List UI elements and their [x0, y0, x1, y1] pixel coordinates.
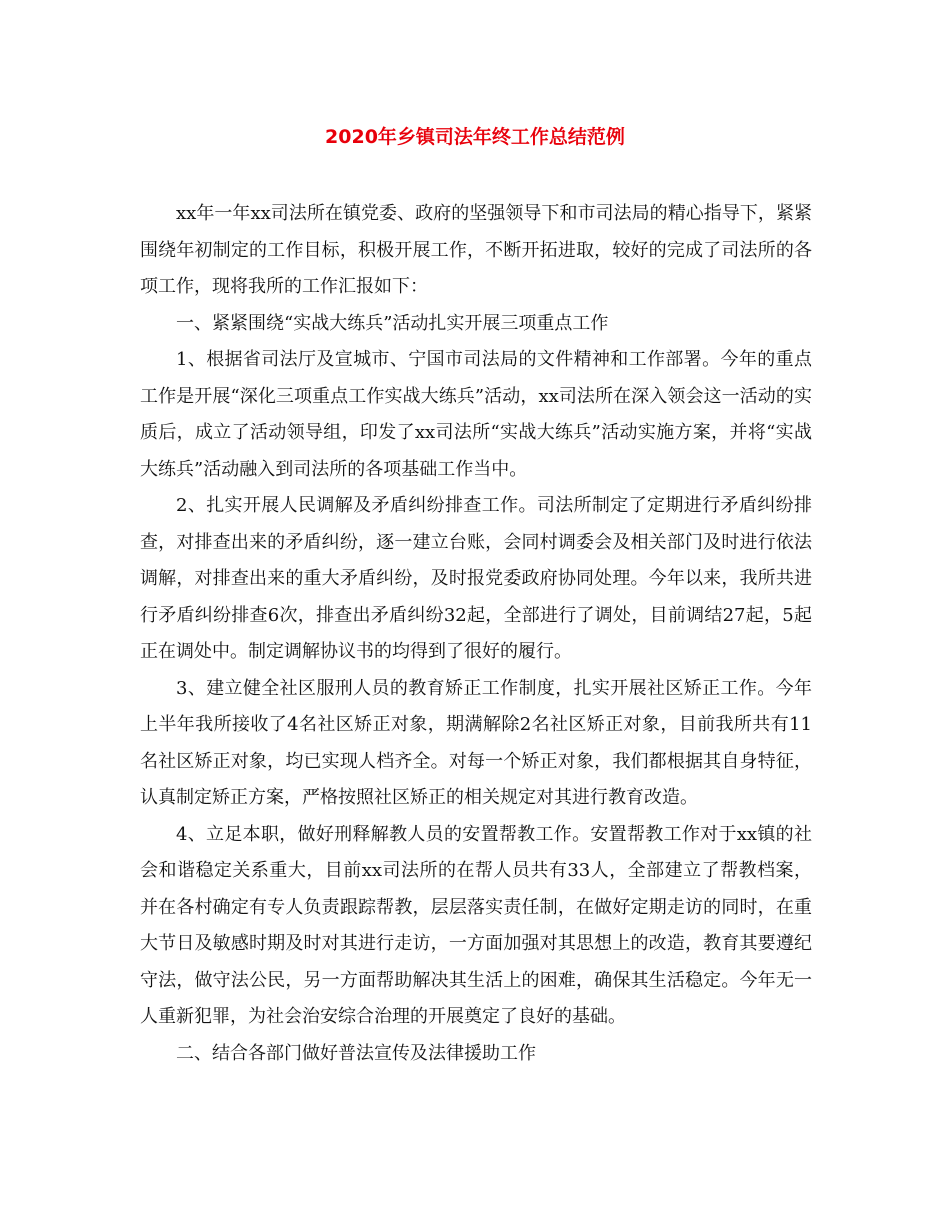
paragraph-item-4: 4、立足本职，做好刑释解教人员的安置帮教工作。安置帮教工作对于xx镇的社会和谐稳定关系重大，目前xx司法所的在帮人员共有33人，全部建立了帮教档案，并在各村确定有专人负责跟踪帮教，层层落实责任制，在做好定期走访的同时，在重大节日及敏感时期及时对其进行走访，一方面加强对其思想上的改造，教育其要遵纪守法，做守法公民，另一方面帮助解决其生活上的困难，确保其生活稳定。今年无一人重新犯罪，为社会治安综合治理的开展奠定了良好的基础。	[140, 823, 812, 1027]
paragraph-item-1: 1、根据省司法厅及宣城市、宁国市司法局的文件精神和工作部署。今年的重点工作是开展“深化三项重点工作实战大练兵”活动，xx司法所在深入领会这一活动的实质后，成立了活动领导组，印发了xx司法所“实战大练兵”活动实施方案，并将“实战大练兵”活动融入到司法所的各项基础工作当中。	[140, 349, 812, 480]
document-body	[140, 196, 812, 1072]
section-heading-1: 一、紧紧围绕“实战大练兵”活动扎实开展三项重点工作	[176, 312, 609, 334]
paragraph-item-2: 2、扎实开展人民调解及矛盾纠纷排查工作。司法所制定了定期进行矛盾纠纷排查，对排查出来的矛盾纠纷，逐一建立台账，会同村调委会及相关部门及时进行依法调解，对排查出来的重大矛盾纠纷，及时报党委政府协同处理。今年以来，我所共进行矛盾纠纷排查6次，排查出矛盾纠纷32起，全部进行了调处，目前调结27起，5起正在调处中。制定调解协议书的均得到了很好的履行。	[140, 495, 812, 662]
document-title: 2020年乡镇司法年终工作总结范例	[325, 126, 625, 148]
paragraph-intro: xx年一年xx司法所在镇党委、政府的坚强领导下和市司法局的精心指导下，紧紧围绕年初制定的工作目标，积极开展工作，不断开拓进取，较好的完成了司法所的各项工作，现将我所的工作汇报如下：	[140, 203, 812, 297]
paragraph-item-3: 3、建立健全社区服刑人员的教育矫正工作制度，扎实开展社区矫正工作。今年上半年我所接收了4名社区矫正对象，期满解除2名社区矫正对象，目前我所共有11名社区矫正对象，均已实现人档齐全。对每一个矫正对象，我们都根据其自身特征，认真制定矫正方案，严格按照社区矫正的相关规定对其进行教育改造。	[140, 677, 812, 808]
section-heading-2: 二、结合各部门做好普法宣传及法律援助工作	[176, 1042, 536, 1064]
